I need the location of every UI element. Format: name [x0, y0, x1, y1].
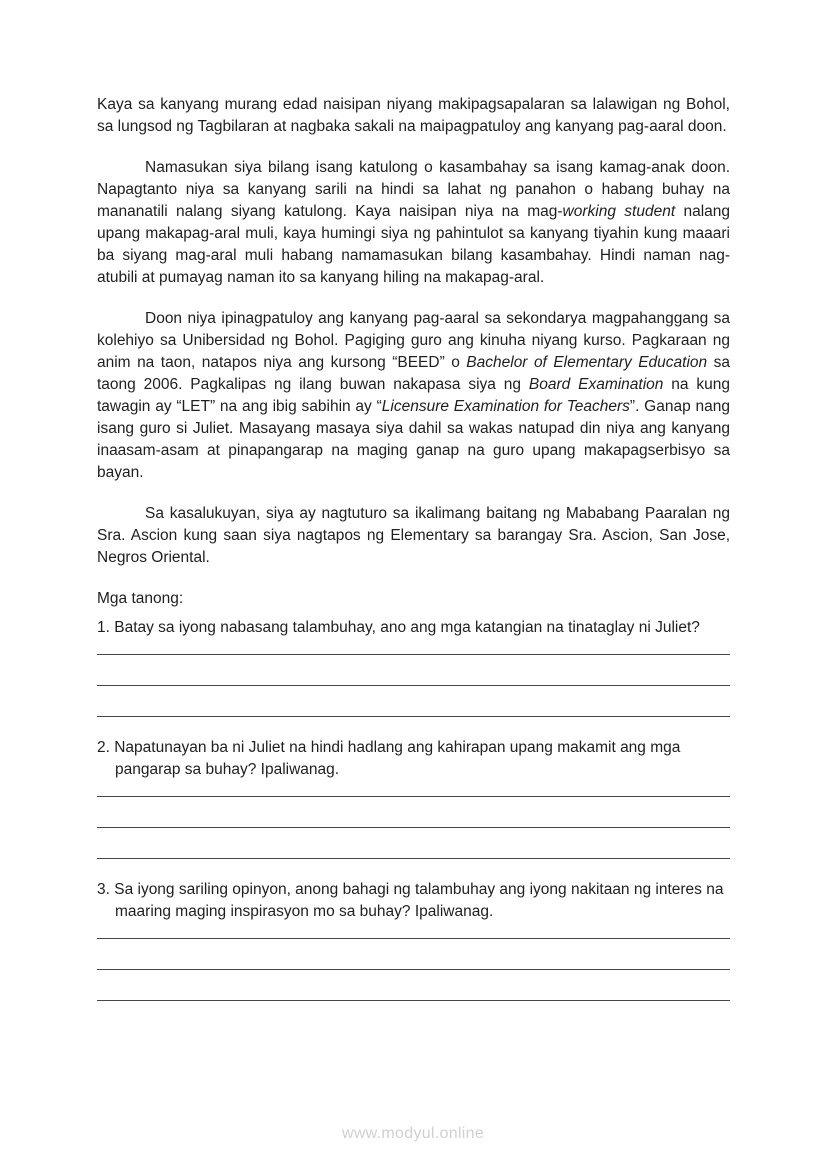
answer-line — [97, 686, 730, 717]
text-segment: na kung tawagin ay “LET” na ang ibig sabihin ay “ — [97, 376, 731, 415]
paragraph — [97, 157, 730, 289]
answer-line — [97, 828, 730, 859]
paragraph — [97, 94, 730, 138]
questions-heading: Mga tanong: — [97, 590, 184, 607]
text-segment: Namasukan siya bilang isang katulong o kasambahay sa isang kamag-anak doon. Napagtanto niya sa kanyang sarili na hindi sa lahat ng panahon o habang buhay na mananatili nalang siyang katulong. Kaya naisipan niya na mag- — [97, 159, 730, 220]
italic-text-segment: Licensure Examination for Teachers — [381, 398, 630, 415]
question-block — [97, 879, 730, 1001]
question-block — [97, 737, 730, 859]
answer-line — [97, 797, 730, 828]
italic-text-segment: Board Examination — [528, 376, 664, 393]
text-segment: sa taong 2006. Pagkalipas ng ilang buwan nakapasa siya ng — [97, 354, 730, 393]
answer-line — [97, 655, 730, 686]
text-segment: Kaya sa kanyang murang edad naisipan niyang makipagsapalaran sa lalawigan ng Bohol, sa lungsod ng Tagbilaran at nagbaka sakali na maipagpatuloy ang kanyang pag-aaral doon. — [97, 96, 730, 135]
footer-url-text: www.modyul.online — [341, 1125, 485, 1142]
paragraph — [97, 503, 730, 569]
question-text: 2. Napatunayan ba ni Juliet na hindi hadlang ang kahirapan upang makamit ang mga pangarap sa buhay? Ipaliwanag. — [97, 739, 681, 778]
text-segment: ”. Ganap nang isang guro si Juliet. Masayang masaya siya dahil sa wakas natupad din niya ang kanyang inaasam-asam at pinapangarap na maging ganap na guro upang makapagserbisyo sa bayan. — [97, 398, 730, 481]
italic-text-segment: working student — [562, 203, 676, 220]
footer-watermark — [0, 1125, 826, 1143]
paragraph — [97, 308, 730, 484]
questions-section — [97, 617, 730, 1001]
text-segment: Sa kasalukuyan, siya ay nagtuturo sa ikalimang baitang ng Mababang Paaralan ng Sra. Ascion kung saan siya nagtapos ng Elementary sa barangay Sra. Ascion, San Jose, Negros Oriental. — [97, 505, 730, 566]
answer-line — [97, 939, 730, 970]
italic-text-segment: Bachelor of Elementary Education — [466, 354, 708, 371]
question-text: 3. Sa iyong sariling opinyon, anong bahagi ng talambuhay ang iyong nakitaan ng interes na maaring maging inspirasyon mo sa buhay? Ipaliwanag. — [97, 881, 724, 920]
text-segment: Doon niya ipinagpatuloy ang kanyang pag-aaral sa sekondarya magpahanggang sa kolehiyo sa Unibersidad ng Bohol. Pagiging guro ang kinuha niyang kurso. Pagkaraan ng anim na taon, natapos niya ang kursong “BEED” o — [97, 310, 730, 371]
question-block — [97, 617, 730, 717]
biography-paragraphs — [97, 94, 730, 569]
text-segment: nalang upang makapag-aral muli, kaya humingi siya ng pahintulot sa kanyang tiyahin kung maaari ba siyang mag-aral muli habang namamasukan bilang kasambahay. Hindi naman nag-atubili at pumayag naman ito sa kanyang hiling na makapag-aral. — [97, 203, 730, 286]
question-text: 1. Batay sa iyong nabasang talambuhay, ano ang mga katangian na tinataglay ni Juliet? — [97, 619, 700, 636]
answer-line — [97, 970, 730, 1001]
